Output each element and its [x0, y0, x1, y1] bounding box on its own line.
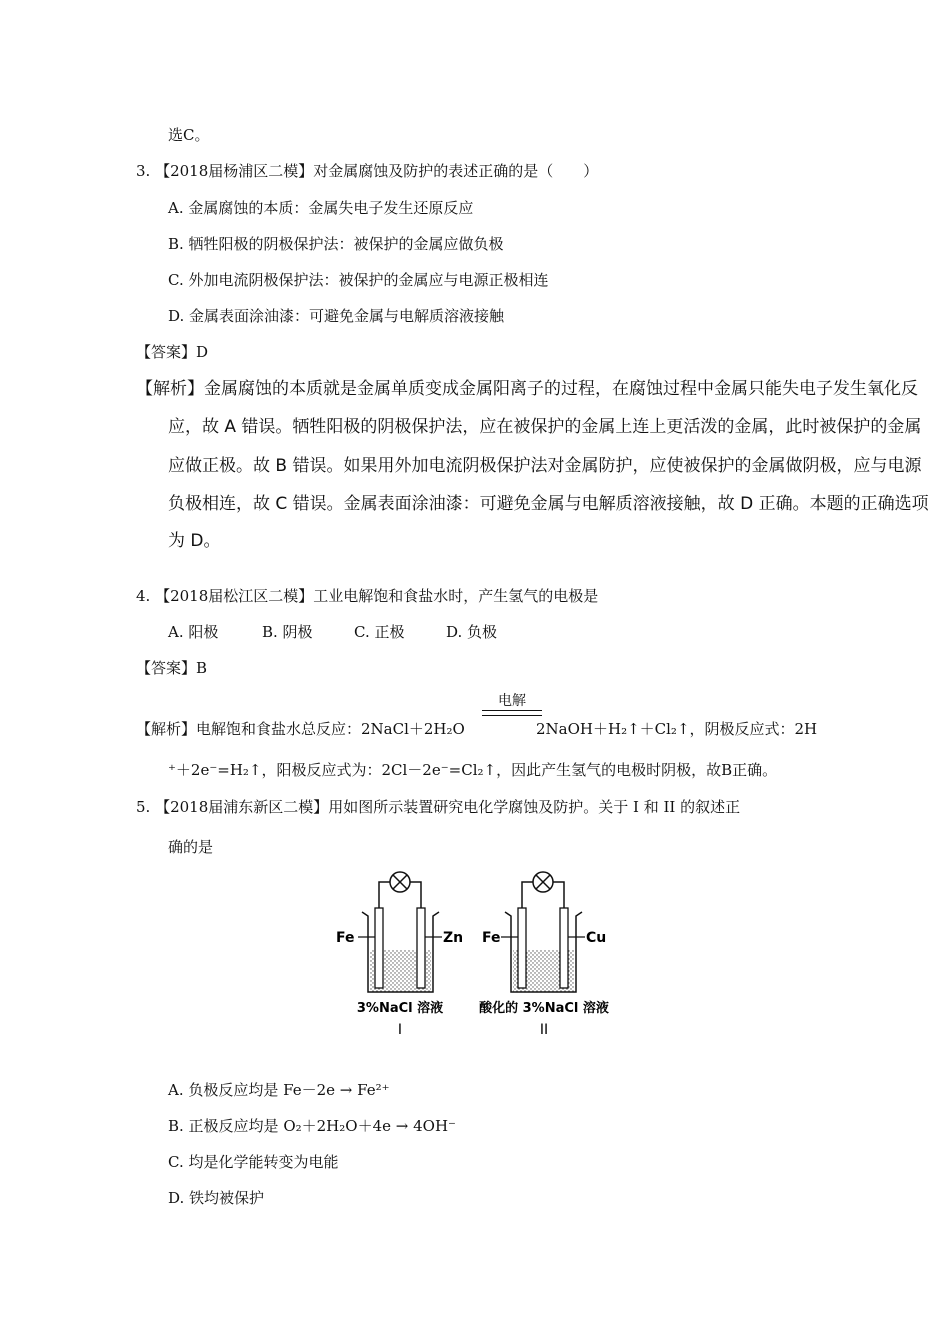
q4-analysis-part-1: 【解析】电解饱和食盐水总反应：2NaCl＋2H₂O [136, 720, 465, 738]
q4-option-a: A. 阳极 [168, 623, 219, 641]
cell-i-solution-label: 3%NaCl 溶液 [356, 1001, 444, 1016]
cell-i-right-label: Zn [443, 930, 464, 946]
q5-option-d: D. 铁均被保护 [168, 1189, 265, 1207]
q2-tail: 选C。 [168, 126, 210, 144]
q5-stem-line-2: 确的是 [168, 838, 214, 856]
electrochemical-cells-figure [336, 862, 636, 1042]
q3-analysis-line-2: 应，故 A 错误。牺牲阳极的阴极保护法，应在被保护的金属上连上更活泼的金属，此时被保护的金属 [168, 417, 922, 437]
q3-option-c: C. 外加电流阴极保护法：被保护的金属应与电源正极相连 [168, 271, 549, 289]
fe-electrode [375, 908, 383, 988]
q4-analysis-part-2: 2NaOH＋H₂↑＋Cl₂↑，阴极反应式：2H [536, 720, 818, 738]
q3-analysis-line-1: 【解析】金属腐蚀的本质就是金属单质变成金属阳离子的过程，在腐蚀过程中金属只能失电子发生氧化反 [136, 379, 918, 399]
cell-ii [479, 872, 609, 1038]
q4-option-c: C. 正极 [354, 623, 405, 641]
q3-option-b: B. 牺牲阳极的阴极保护法：被保护的金属应做负极 [168, 235, 504, 253]
q4-analysis-part-3: ⁺＋2e⁻=H₂↑，阳极反应式为：2Cl－2e⁻=Cl₂↑，因此产生氢气的电极时阴极，故B正确。 [168, 761, 778, 779]
q5-option-c: C. 均是化学能转变为电能 [168, 1153, 339, 1171]
cell-ii-left-label: Fe [482, 930, 501, 946]
electrolysis-condition: 电解 [498, 693, 526, 709]
q3-option-a: A. 金属腐蚀的本质：金属失电子发生还原反应 [168, 199, 474, 217]
cell-ii-number: II [539, 1022, 549, 1038]
cell-i [336, 872, 463, 1038]
q5-stem-line-1: 5. 【2018届浦东新区二模】用如图所示装置研究电化学腐蚀及防护。关于 I 和 II 的叙述正 [136, 798, 741, 816]
q3-analysis-line-4: 负极相连，故 C 错误。金属表面涂油漆：可避免金属与电解质溶液接触，故 D 正确。本题的正确选项 [168, 494, 929, 514]
q3-option-d: D. 金属表面涂油漆：可避免金属与电解质溶液接触 [168, 307, 505, 325]
q3-analysis-line-3: 应做正极。故 B 错误。如果用外加电流阴极保护法对金属防护，应使被保护的金属做阴极，应与电源 [168, 456, 922, 476]
fe-electrode [518, 908, 526, 988]
q4-option-d: D. 负极 [446, 623, 498, 641]
q4-answer: 【答案】B [136, 659, 208, 677]
cell-i-number: I [397, 1022, 403, 1038]
q3-analysis-line-5: 为 D。 [168, 531, 221, 551]
cell-ii-solution-label: 酸化的 3%NaCl 溶液 [479, 1001, 609, 1016]
q5-option-a: A. 负极反应均是 Fe－2e → Fe²⁺ [168, 1081, 390, 1099]
q3-answer: 【答案】D [136, 343, 209, 361]
zn-electrode [417, 908, 425, 988]
cell-i-left-label: Fe [336, 930, 355, 946]
cell-ii-right-label: Cu [586, 930, 607, 946]
q5-option-b: B. 正极反应均是 O₂＋2H₂O＋4e → 4OH⁻ [168, 1117, 456, 1135]
reaction-double-arrow [482, 710, 542, 716]
q4-stem: 4. 【2018届松江区二模】工业电解饱和食盐水时，产生氢气的电极是 [136, 587, 599, 605]
q3-stem: 3. 【2018届杨浦区二模】对金属腐蚀及防护的表述正确的是（ ） [136, 162, 599, 180]
q4-option-b: B. 阴极 [262, 623, 313, 641]
cu-electrode [560, 908, 568, 988]
